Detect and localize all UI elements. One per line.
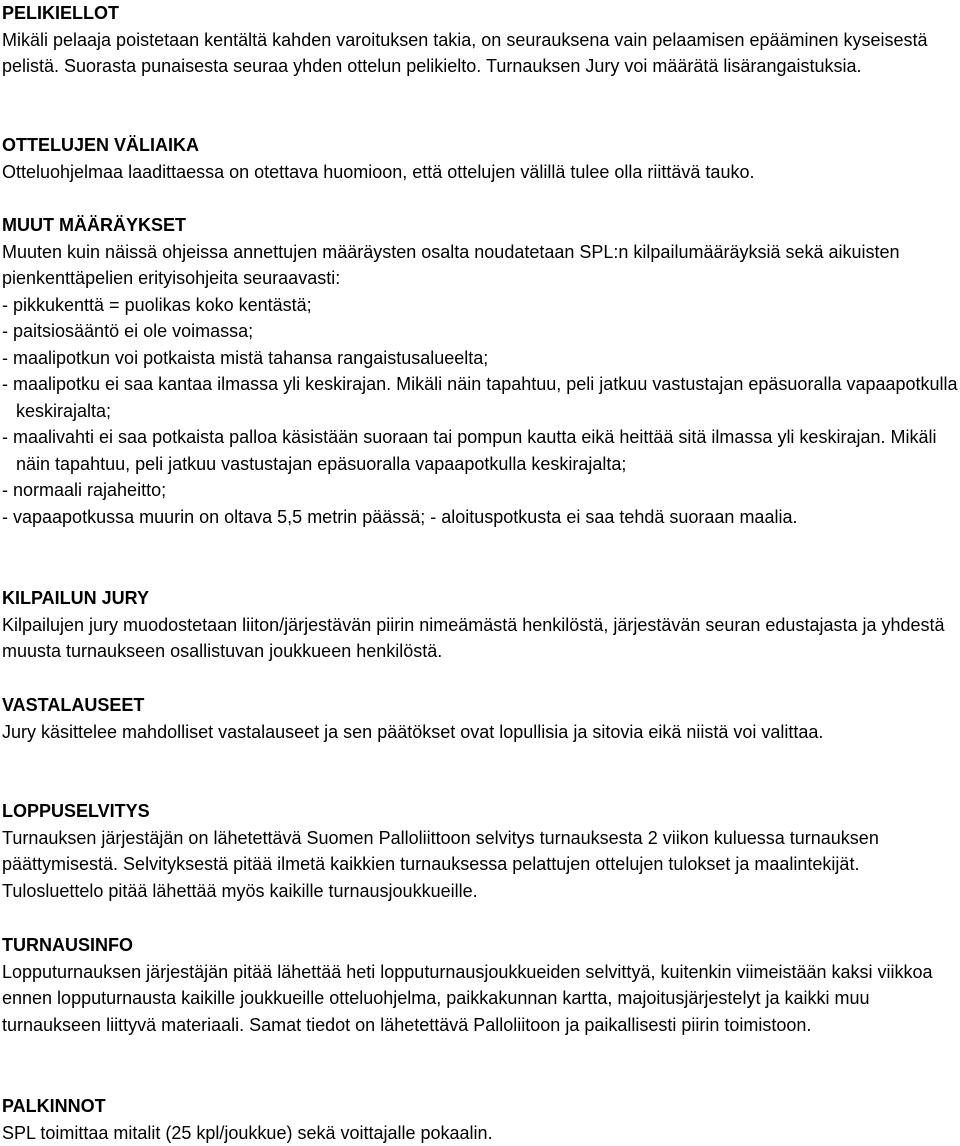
rules-list bbox=[2, 292, 958, 531]
section-paragraph: Lopputurnauksen järjestäjän pitää lähettää heti lopputurnausjoukkueiden selvittyä, kuitenkin viimeistään kaksi viikkoa ennen lopputurnausta kaikille joukkueille otteluohjelma, paikkakunnan kartta, majoitusjärjestelyt ja kaikki muu turnaukseen liittyvä materiaali. Samat tiedot on lähetettävä Palloliitoon ja paikallisesti piirin toimistoon. bbox=[2, 961, 933, 1035]
section-pelikiellot bbox=[2, 0, 958, 80]
section-heading: OTTELUJEN VÄLIAIKA bbox=[2, 135, 200, 155]
section-heading: TURNAUSINFO bbox=[2, 935, 133, 955]
list-item: - pikkukenttä = puolikas koko kentästä; bbox=[2, 292, 958, 319]
section-paragraph: Mikäli pelaaja poistetaan kentältä kahden varoituksen takia, on seurauksena vain pelaamisen epääminen kyseisestä pelistä. Suorasta punaisesta seuraa yhden ottelun pelikielto. Turnauksen Jury voi määrätä lisärangaistuksia. bbox=[2, 29, 928, 76]
section-heading: VASTALAUSEET bbox=[2, 695, 145, 715]
section-muut-maaraykset bbox=[2, 212, 958, 530]
section-paragraph: Muuten kuin näissä ohjeissa annettujen määräysten osalta noudatetaan SPL:n kilpailumääräyksiä sekä aikuisten pienkenttäpelien erityisohjeita seuraavasti: bbox=[2, 241, 900, 288]
section-ottelujen-valiaika bbox=[2, 132, 958, 185]
section-heading: KILPAILUN JURY bbox=[2, 588, 150, 608]
section-loppuselvitys bbox=[2, 798, 958, 904]
section-paragraph: Jury käsittelee mahdolliset vastalauseet ja sen päätökset ovat lopullisia ja sitovia eikä niistä voi valittaa. bbox=[2, 721, 824, 742]
section-heading: PALKINNOT bbox=[2, 1096, 106, 1116]
list-item: - maalipotku ei saa kantaa ilmassa yli keskirajan. Mikäli näin tapahtuu, peli jatkuu vastustajan epäsuoralla vapaapotkulla keskirajalta; bbox=[2, 371, 958, 424]
section-paragraph: Kilpailujen jury muodostetaan liiton/järjestävän piirin nimeämästä henkilöstä, järjestävän seuran edustajasta ja yhdestä muusta turnaukseen osallistuvan joukkueen henkilöstä. bbox=[2, 614, 945, 661]
section-paragraph: SPL toimittaa mitalit (25 kpl/joukkue) sekä voittajalle pokaalin. bbox=[2, 1122, 493, 1143]
section-kilpailun-jury bbox=[2, 585, 958, 665]
section-turnausinfo bbox=[2, 932, 958, 1038]
section-vastalauseet bbox=[2, 692, 958, 745]
section-heading: LOPPUSELVITYS bbox=[2, 801, 150, 821]
section-heading: MUUT MÄÄRÄYKSET bbox=[2, 215, 186, 235]
list-item: - paitsiosääntö ei ole voimassa; bbox=[2, 318, 958, 345]
list-item: - normaali rajaheitto; bbox=[2, 477, 958, 504]
section-paragraph: Otteluohjelmaa laadittaessa on otettava huomioon, että ottelujen välillä tulee olla riittävä tauko. bbox=[2, 161, 755, 182]
section-palkinnot bbox=[2, 1093, 958, 1146]
section-paragraph: Turnauksen järjestäjän on lähetettävä Suomen Palloliittoon selvitys turnauksesta 2 viikon kuluessa turnauksen päättymisestä. Selvityksestä pitää ilmetä kaikkien turnauksessa pelattujen ottelujen tulokset ja maalintekijät. Tulosluettelo pitää lähettää myös kaikille turnausjoukkueille. bbox=[2, 827, 879, 901]
list-item: - maalipotkun voi potkaista mistä tahansa rangaistusalueelta; bbox=[2, 345, 958, 372]
list-item: - maalivahti ei saa potkaista palloa käsistään suoraan tai pompun kautta eikä heittää sitä ilmassa yli keskirajan. Mikäli näin tapahtuu, peli jatkuu vastustajan epäsuoralla vapaapotkulla keskirajalta; bbox=[2, 424, 958, 477]
section-heading: PELIKIELLOT bbox=[2, 3, 119, 23]
list-item: - vapaapotkussa muurin on oltava 5,5 metrin päässä; - aloituspotkusta ei saa tehdä suoraan maalia. bbox=[2, 504, 958, 531]
